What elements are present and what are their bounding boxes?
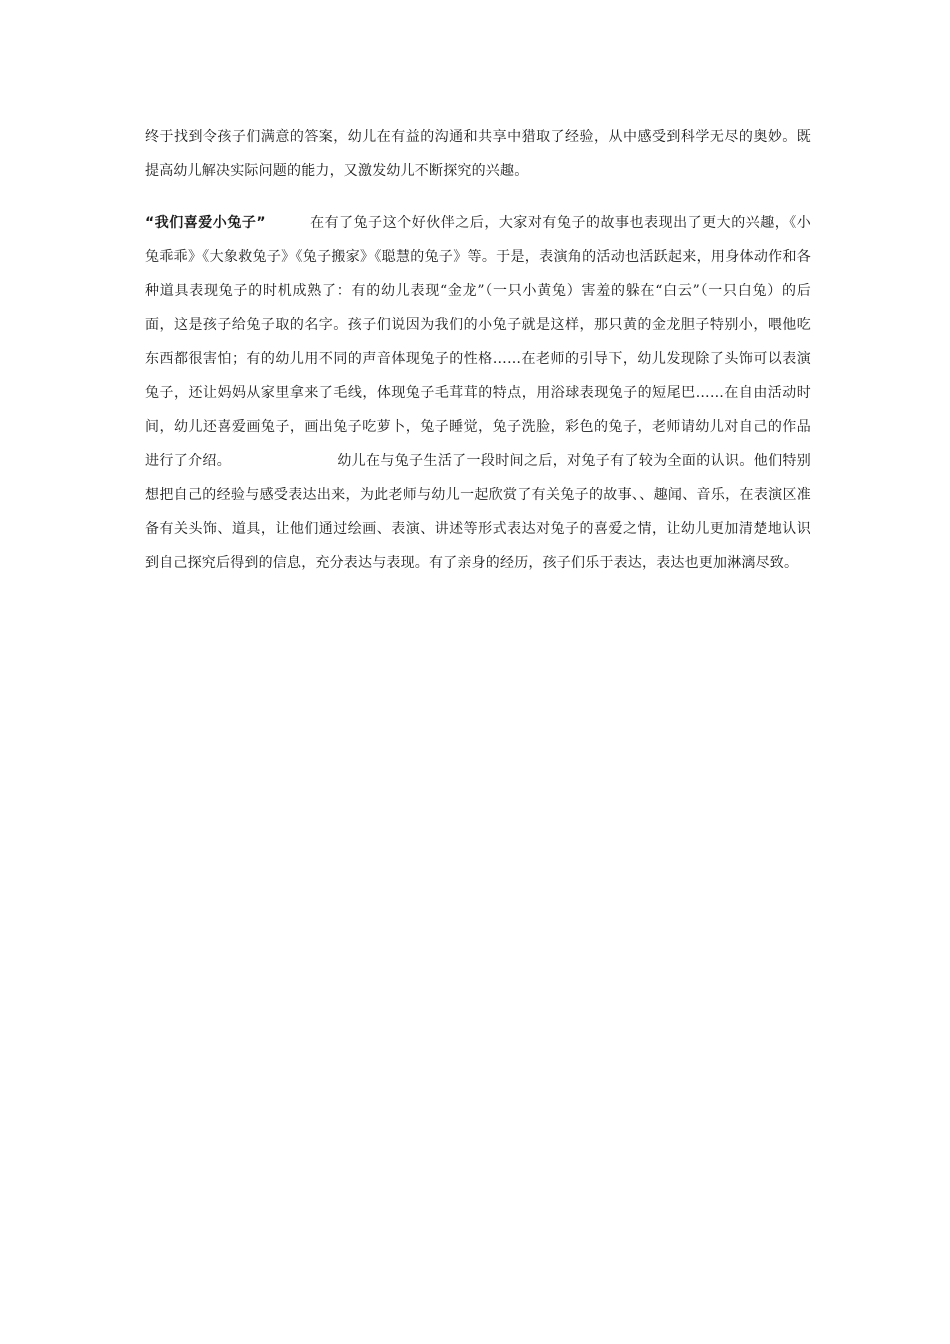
paragraph-intro: 终于找到令孩子们满意的答案，幼儿在有益的沟通和共享中猎取了经验，从中感受到科学无尽的奥妙。既提高幼儿解决实际问题的能力，又激发幼儿不断探究的兴趣。 xyxy=(145,129,811,179)
section-heading: “我们喜爱小兔子” xyxy=(145,215,266,231)
document-body xyxy=(145,120,811,580)
paragraph-rabbit-section xyxy=(145,206,811,580)
section-text-part2: 幼儿在与兔子生活了一段时间之后，对兔子有了较为全面的认识。他们特别想把自己的经验与感受表达出来，为此老师与幼儿一起欣赏了有关兔子的故事、、趣闻、音乐，在表演区准备有关头饰、道具，让他们通过绘画、表演、讲述等形式表达对兔子的喜爱之情，让幼儿更加清楚地认识到自己探究后得到的信息，充分表达与表现。有了亲身的经历，孩子们乐于表达，表达也更加淋漓尽致。 xyxy=(145,453,811,571)
paragraph-spacer xyxy=(145,188,811,206)
section-text-part1: 在有了兔子这个好伙伴之后，大家对有兔子的故事也表现出了更大的兴趣，《小兔乖乖》《大象救兔子》《兔子搬家》《聪慧的兔子》等。于是，表演角的活动也活跃起来，用身体动作和各种道具表现兔子的时机成熟了：有的幼儿表现“金龙”（一只小黄兔）害羞的躲在“白云”（一只白兔）的后面，这是孩子给兔子取的名字。孩子们说因为我们的小兔子就是这样，那只黄的金龙胆子特别小，喂他吃东西都很害怕；有的幼儿用不同的声音体现兔子的性格……在老师的引导下，幼儿发现除了头饰可以表演兔子，还让妈妈从家里拿来了毛线，体现兔子毛茸茸的特点，用浴球表现兔子的短尾巴……在自由活动时间，幼儿还喜爱画兔子，画出兔子吃萝卜，兔子睡觉，兔子洗脸，彩色的兔子，老师请幼儿对自己的作品进行了介绍。 xyxy=(145,215,812,469)
